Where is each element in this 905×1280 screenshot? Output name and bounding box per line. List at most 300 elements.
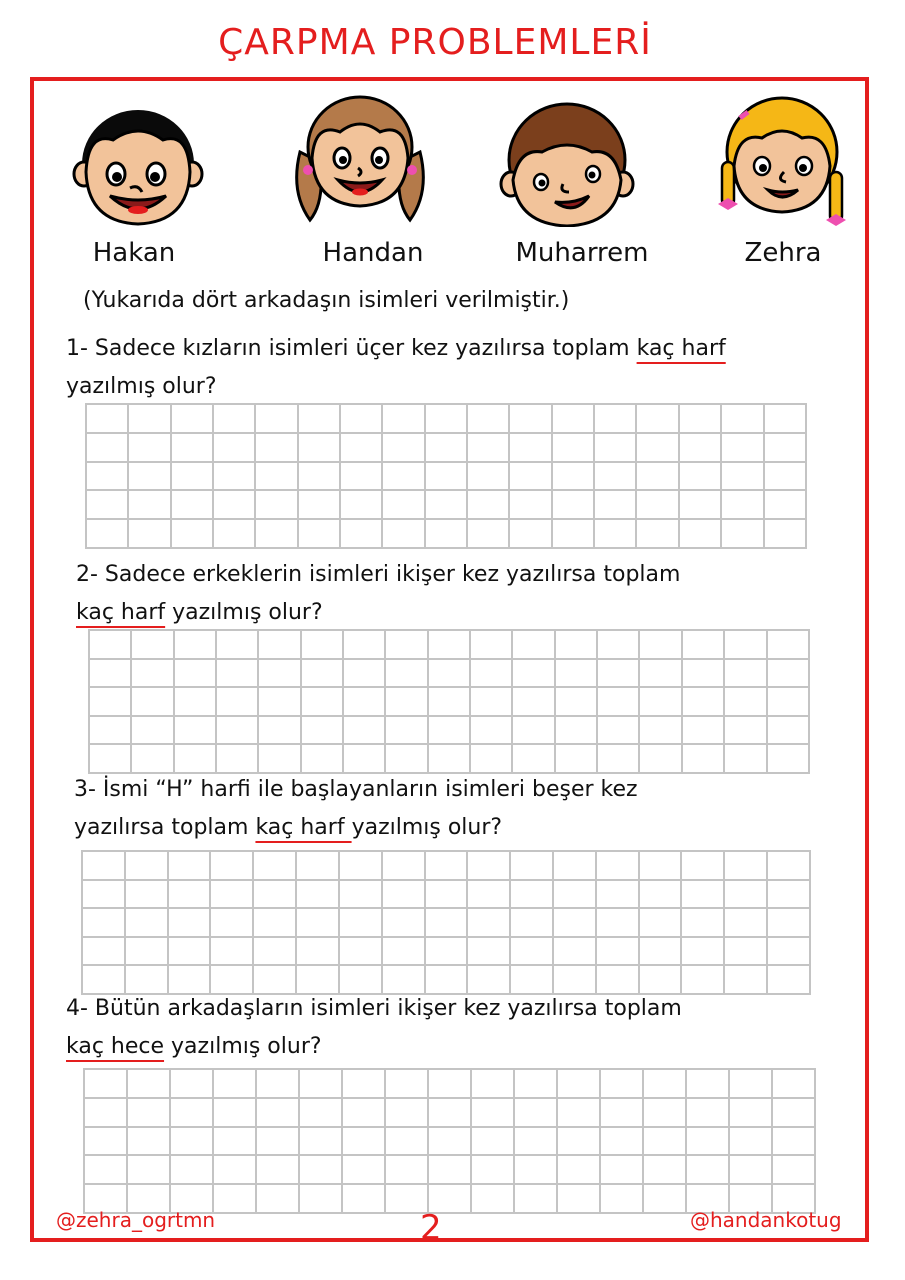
grid-cell[interactable]	[128, 462, 170, 491]
grid-cell[interactable]	[639, 630, 681, 659]
grid-cell[interactable]	[213, 1127, 256, 1156]
grid-cell[interactable]	[594, 404, 636, 433]
grid-cell[interactable]	[509, 462, 551, 491]
grid-cell[interactable]	[258, 630, 300, 659]
grid-cell[interactable]	[84, 1127, 127, 1156]
grid-cell[interactable]	[555, 687, 597, 716]
grid-cell[interactable]	[339, 880, 382, 909]
grid-cell[interactable]	[340, 462, 382, 491]
grid-cell[interactable]	[552, 490, 594, 519]
grid-cell[interactable]	[552, 404, 594, 433]
grid-cell[interactable]	[557, 1127, 600, 1156]
grid-cell[interactable]	[552, 519, 594, 548]
grid-cell[interactable]	[213, 519, 255, 548]
grid-cell[interactable]	[639, 880, 682, 909]
grid-cell[interactable]	[127, 1098, 170, 1127]
grid-cell[interactable]	[471, 1098, 514, 1127]
grid-cell[interactable]	[767, 937, 810, 966]
grid-cell[interactable]	[299, 1184, 342, 1213]
answer-grid-1[interactable]	[85, 403, 807, 549]
grid-cell[interactable]	[84, 1155, 127, 1184]
grid-cell[interactable]	[258, 687, 300, 716]
grid-cell[interactable]	[256, 1098, 299, 1127]
grid-cell[interactable]	[84, 1098, 127, 1127]
grid-cell[interactable]	[509, 433, 551, 462]
grid-cell[interactable]	[510, 937, 553, 966]
grid-cell[interactable]	[596, 908, 639, 937]
grid-cell[interactable]	[299, 1127, 342, 1156]
grid-cell[interactable]	[86, 519, 128, 548]
grid-cell[interactable]	[84, 1069, 127, 1098]
grid-cell[interactable]	[428, 1127, 471, 1156]
grid-cell[interactable]	[428, 744, 470, 773]
grid-cell[interactable]	[512, 659, 554, 688]
grid-cell[interactable]	[296, 880, 339, 909]
grid-cell[interactable]	[298, 462, 340, 491]
grid-cell[interactable]	[597, 687, 639, 716]
grid-cell[interactable]	[210, 851, 253, 880]
grid-cell[interactable]	[171, 519, 213, 548]
grid-cell[interactable]	[296, 851, 339, 880]
grid-cell[interactable]	[721, 462, 763, 491]
grid-cell[interactable]	[510, 880, 553, 909]
grid-cell[interactable]	[174, 659, 216, 688]
grid-cell[interactable]	[729, 1127, 772, 1156]
grid-cell[interactable]	[382, 519, 424, 548]
grid-cell[interactable]	[385, 1155, 428, 1184]
grid-cell[interactable]	[256, 1155, 299, 1184]
grid-cell[interactable]	[681, 851, 724, 880]
grid-cell[interactable]	[724, 937, 767, 966]
grid-cell[interactable]	[210, 908, 253, 937]
grid-cell[interactable]	[596, 880, 639, 909]
grid-cell[interactable]	[724, 908, 767, 937]
grid-cell[interactable]	[299, 1155, 342, 1184]
grid-cell[interactable]	[170, 1127, 213, 1156]
grid-cell[interactable]	[342, 1069, 385, 1098]
grid-cell[interactable]	[86, 462, 128, 491]
grid-cell[interactable]	[467, 462, 509, 491]
grid-cell[interactable]	[382, 851, 425, 880]
grid-cell[interactable]	[385, 716, 427, 745]
grid-cell[interactable]	[89, 744, 131, 773]
grid-cell[interactable]	[721, 404, 763, 433]
grid-cell[interactable]	[767, 659, 810, 688]
grid-cell[interactable]	[253, 908, 296, 937]
grid-cell[interactable]	[767, 716, 810, 745]
grid-cell[interactable]	[86, 433, 128, 462]
grid-cell[interactable]	[428, 630, 470, 659]
grid-cell[interactable]	[339, 908, 382, 937]
grid-cell[interactable]	[552, 462, 594, 491]
grid-cell[interactable]	[471, 1127, 514, 1156]
grid-cell[interactable]	[131, 659, 173, 688]
grid-cell[interactable]	[724, 965, 767, 994]
grid-cell[interactable]	[170, 1155, 213, 1184]
grid-cell[interactable]	[600, 1184, 643, 1213]
grid-cell[interactable]	[385, 1098, 428, 1127]
grid-cell[interactable]	[471, 1155, 514, 1184]
grid-cell[interactable]	[168, 851, 211, 880]
grid-cell[interactable]	[639, 908, 682, 937]
grid-cell[interactable]	[82, 851, 125, 880]
grid-cell[interactable]	[255, 462, 297, 491]
grid-cell[interactable]	[555, 716, 597, 745]
grid-cell[interactable]	[594, 519, 636, 548]
grid-cell[interactable]	[342, 1098, 385, 1127]
grid-cell[interactable]	[557, 1069, 600, 1098]
grid-cell[interactable]	[594, 462, 636, 491]
grid-cell[interactable]	[210, 880, 253, 909]
grid-cell[interactable]	[298, 490, 340, 519]
grid-cell[interactable]	[553, 908, 596, 937]
grid-cell[interactable]	[682, 687, 724, 716]
grid-cell[interactable]	[213, 1184, 256, 1213]
grid-cell[interactable]	[597, 716, 639, 745]
grid-cell[interactable]	[213, 404, 255, 433]
grid-cell[interactable]	[724, 630, 766, 659]
grid-cell[interactable]	[216, 659, 258, 688]
grid-cell[interactable]	[301, 716, 343, 745]
grid-cell[interactable]	[553, 851, 596, 880]
grid-cell[interactable]	[467, 851, 510, 880]
grid-cell[interactable]	[213, 490, 255, 519]
grid-cell[interactable]	[636, 433, 678, 462]
grid-cell[interactable]	[382, 404, 424, 433]
grid-cell[interactable]	[679, 519, 721, 548]
grid-cell[interactable]	[382, 490, 424, 519]
grid-cell[interactable]	[470, 687, 512, 716]
grid-cell[interactable]	[89, 687, 131, 716]
grid-cell[interactable]	[425, 462, 467, 491]
grid-cell[interactable]	[767, 965, 810, 994]
grid-cell[interactable]	[636, 404, 678, 433]
grid-cell[interactable]	[213, 1155, 256, 1184]
grid-cell[interactable]	[174, 716, 216, 745]
grid-cell[interactable]	[512, 744, 554, 773]
grid-cell[interactable]	[382, 433, 424, 462]
grid-cell[interactable]	[686, 1127, 729, 1156]
grid-cell[interactable]	[131, 687, 173, 716]
grid-cell[interactable]	[89, 630, 131, 659]
grid-cell[interactable]	[679, 462, 721, 491]
grid-cell[interactable]	[385, 659, 427, 688]
grid-cell[interactable]	[681, 908, 724, 937]
grid-cell[interactable]	[213, 1069, 256, 1098]
grid-cell[interactable]	[467, 433, 509, 462]
grid-cell[interactable]	[514, 1098, 557, 1127]
grid-cell[interactable]	[555, 744, 597, 773]
grid-cell[interactable]	[385, 630, 427, 659]
grid-cell[interactable]	[724, 851, 767, 880]
grid-cell[interactable]	[772, 1098, 815, 1127]
grid-cell[interactable]	[509, 490, 551, 519]
grid-cell[interactable]	[131, 716, 173, 745]
grid-cell[interactable]	[643, 1069, 686, 1098]
grid-cell[interactable]	[510, 851, 553, 880]
grid-cell[interactable]	[686, 1155, 729, 1184]
grid-cell[interactable]	[216, 630, 258, 659]
grid-cell[interactable]	[764, 433, 807, 462]
grid-cell[interactable]	[636, 462, 678, 491]
grid-cell[interactable]	[729, 1155, 772, 1184]
grid-cell[interactable]	[82, 880, 125, 909]
grid-cell[interactable]	[600, 1127, 643, 1156]
grid-cell[interactable]	[425, 937, 468, 966]
grid-cell[interactable]	[682, 716, 724, 745]
grid-cell[interactable]	[557, 1155, 600, 1184]
grid-cell[interactable]	[470, 744, 512, 773]
grid-cell[interactable]	[639, 937, 682, 966]
grid-cell[interactable]	[639, 851, 682, 880]
grid-cell[interactable]	[512, 630, 554, 659]
grid-cell[interactable]	[301, 744, 343, 773]
grid-cell[interactable]	[639, 744, 681, 773]
grid-cell[interactable]	[467, 880, 510, 909]
grid-cell[interactable]	[301, 659, 343, 688]
grid-cell[interactable]	[342, 1184, 385, 1213]
grid-cell[interactable]	[296, 937, 339, 966]
grid-cell[interactable]	[729, 1098, 772, 1127]
grid-cell[interactable]	[425, 908, 468, 937]
grid-cell[interactable]	[255, 490, 297, 519]
grid-cell[interactable]	[767, 908, 810, 937]
grid-cell[interactable]	[682, 744, 724, 773]
grid-cell[interactable]	[425, 880, 468, 909]
grid-cell[interactable]	[679, 404, 721, 433]
grid-cell[interactable]	[425, 519, 467, 548]
grid-cell[interactable]	[428, 1098, 471, 1127]
grid-cell[interactable]	[772, 1069, 815, 1098]
grid-cell[interactable]	[171, 404, 213, 433]
grid-cell[interactable]	[131, 744, 173, 773]
grid-cell[interactable]	[128, 519, 170, 548]
grid-cell[interactable]	[171, 433, 213, 462]
grid-cell[interactable]	[343, 659, 385, 688]
grid-cell[interactable]	[600, 1098, 643, 1127]
grid-cell[interactable]	[258, 659, 300, 688]
answer-grid-3[interactable]	[81, 850, 811, 995]
grid-cell[interactable]	[764, 404, 807, 433]
grid-cell[interactable]	[470, 659, 512, 688]
grid-cell[interactable]	[767, 851, 810, 880]
grid-cell[interactable]	[514, 1069, 557, 1098]
grid-cell[interactable]	[639, 716, 681, 745]
grid-cell[interactable]	[339, 937, 382, 966]
grid-cell[interactable]	[82, 937, 125, 966]
grid-cell[interactable]	[253, 937, 296, 966]
grid-cell[interactable]	[253, 880, 296, 909]
grid-cell[interactable]	[342, 1127, 385, 1156]
grid-cell[interactable]	[385, 1127, 428, 1156]
answer-grid-4[interactable]	[83, 1068, 816, 1214]
grid-cell[interactable]	[256, 1069, 299, 1098]
grid-cell[interactable]	[428, 1155, 471, 1184]
grid-cell[interactable]	[686, 1098, 729, 1127]
grid-cell[interactable]	[253, 851, 296, 880]
grid-cell[interactable]	[724, 716, 766, 745]
grid-cell[interactable]	[301, 687, 343, 716]
grid-cell[interactable]	[382, 880, 425, 909]
grid-cell[interactable]	[171, 462, 213, 491]
grid-cell[interactable]	[597, 744, 639, 773]
grid-cell[interactable]	[553, 937, 596, 966]
grid-cell[interactable]	[597, 630, 639, 659]
grid-cell[interactable]	[767, 744, 810, 773]
grid-cell[interactable]	[724, 744, 766, 773]
grid-cell[interactable]	[174, 687, 216, 716]
grid-cell[interactable]	[343, 687, 385, 716]
grid-cell[interactable]	[514, 1184, 557, 1213]
grid-cell[interactable]	[428, 1069, 471, 1098]
grid-cell[interactable]	[681, 937, 724, 966]
grid-cell[interactable]	[340, 404, 382, 433]
grid-cell[interactable]	[467, 937, 510, 966]
grid-cell[interactable]	[125, 908, 168, 937]
grid-cell[interactable]	[382, 908, 425, 937]
grid-cell[interactable]	[298, 519, 340, 548]
grid-cell[interactable]	[382, 937, 425, 966]
grid-cell[interactable]	[679, 490, 721, 519]
grid-cell[interactable]	[594, 490, 636, 519]
grid-cell[interactable]	[256, 1184, 299, 1213]
grid-cell[interactable]	[721, 490, 763, 519]
grid-cell[interactable]	[89, 659, 131, 688]
grid-cell[interactable]	[679, 433, 721, 462]
grid-cell[interactable]	[764, 462, 807, 491]
grid-cell[interactable]	[767, 880, 810, 909]
grid-cell[interactable]	[256, 1127, 299, 1156]
grid-cell[interactable]	[681, 965, 724, 994]
grid-cell[interactable]	[125, 851, 168, 880]
grid-cell[interactable]	[557, 1098, 600, 1127]
grid-cell[interactable]	[342, 1155, 385, 1184]
grid-cell[interactable]	[385, 1069, 428, 1098]
grid-cell[interactable]	[258, 716, 300, 745]
grid-cell[interactable]	[340, 490, 382, 519]
grid-cell[interactable]	[682, 659, 724, 688]
grid-cell[interactable]	[299, 1069, 342, 1098]
grid-cell[interactable]	[682, 630, 724, 659]
grid-cell[interactable]	[467, 490, 509, 519]
grid-cell[interactable]	[128, 433, 170, 462]
grid-cell[interactable]	[514, 1155, 557, 1184]
grid-cell[interactable]	[174, 630, 216, 659]
grid-cell[interactable]	[772, 1127, 815, 1156]
grid-cell[interactable]	[127, 1127, 170, 1156]
grid-cell[interactable]	[425, 433, 467, 462]
grid-cell[interactable]	[127, 1155, 170, 1184]
grid-cell[interactable]	[385, 744, 427, 773]
grid-cell[interactable]	[301, 630, 343, 659]
grid-cell[interactable]	[767, 630, 810, 659]
grid-cell[interactable]	[600, 1069, 643, 1098]
grid-cell[interactable]	[764, 519, 807, 548]
grid-cell[interactable]	[553, 880, 596, 909]
grid-cell[interactable]	[471, 1069, 514, 1098]
grid-cell[interactable]	[340, 519, 382, 548]
grid-cell[interactable]	[255, 433, 297, 462]
grid-cell[interactable]	[170, 1069, 213, 1098]
grid-cell[interactable]	[340, 433, 382, 462]
grid-cell[interactable]	[174, 744, 216, 773]
grid-cell[interactable]	[470, 630, 512, 659]
grid-cell[interactable]	[467, 908, 510, 937]
grid-cell[interactable]	[643, 1155, 686, 1184]
grid-cell[interactable]	[298, 404, 340, 433]
grid-cell[interactable]	[385, 687, 427, 716]
grid-cell[interactable]	[724, 687, 766, 716]
grid-cell[interactable]	[729, 1069, 772, 1098]
grid-cell[interactable]	[596, 937, 639, 966]
grid-cell[interactable]	[171, 490, 213, 519]
grid-cell[interactable]	[382, 462, 424, 491]
grid-cell[interactable]	[512, 687, 554, 716]
grid-cell[interactable]	[721, 433, 763, 462]
grid-cell[interactable]	[343, 716, 385, 745]
grid-cell[interactable]	[213, 1098, 256, 1127]
grid-cell[interactable]	[213, 433, 255, 462]
grid-cell[interactable]	[339, 851, 382, 880]
grid-cell[interactable]	[428, 687, 470, 716]
grid-cell[interactable]	[210, 937, 253, 966]
grid-cell[interactable]	[509, 519, 551, 548]
grid-cell[interactable]	[213, 462, 255, 491]
grid-cell[interactable]	[299, 1098, 342, 1127]
grid-cell[interactable]	[597, 659, 639, 688]
grid-cell[interactable]	[428, 659, 470, 688]
grid-cell[interactable]	[636, 490, 678, 519]
grid-cell[interactable]	[128, 490, 170, 519]
grid-cell[interactable]	[594, 433, 636, 462]
grid-cell[interactable]	[557, 1184, 600, 1213]
grid-cell[interactable]	[255, 519, 297, 548]
grid-cell[interactable]	[764, 490, 807, 519]
grid-cell[interactable]	[510, 908, 553, 937]
grid-cell[interactable]	[168, 880, 211, 909]
grid-cell[interactable]	[86, 404, 128, 433]
grid-cell[interactable]	[767, 687, 810, 716]
grid-cell[interactable]	[724, 659, 766, 688]
grid-cell[interactable]	[512, 716, 554, 745]
grid-cell[interactable]	[681, 880, 724, 909]
grid-cell[interactable]	[168, 908, 211, 937]
grid-cell[interactable]	[216, 716, 258, 745]
grid-cell[interactable]	[639, 687, 681, 716]
grid-cell[interactable]	[555, 630, 597, 659]
grid-cell[interactable]	[721, 519, 763, 548]
grid-cell[interactable]	[216, 687, 258, 716]
grid-cell[interactable]	[170, 1098, 213, 1127]
grid-cell[interactable]	[643, 1184, 686, 1213]
grid-cell[interactable]	[467, 404, 509, 433]
grid-cell[interactable]	[343, 744, 385, 773]
grid-cell[interactable]	[509, 404, 551, 433]
grid-cell[interactable]	[128, 404, 170, 433]
grid-cell[interactable]	[89, 716, 131, 745]
grid-cell[interactable]	[471, 1184, 514, 1213]
grid-cell[interactable]	[168, 937, 211, 966]
grid-cell[interactable]	[643, 1127, 686, 1156]
grid-cell[interactable]	[86, 490, 128, 519]
grid-cell[interactable]	[343, 630, 385, 659]
grid-cell[interactable]	[125, 880, 168, 909]
grid-cell[interactable]	[425, 490, 467, 519]
grid-cell[interactable]	[127, 1069, 170, 1098]
grid-cell[interactable]	[131, 630, 173, 659]
grid-cell[interactable]	[686, 1069, 729, 1098]
grid-cell[interactable]	[125, 937, 168, 966]
